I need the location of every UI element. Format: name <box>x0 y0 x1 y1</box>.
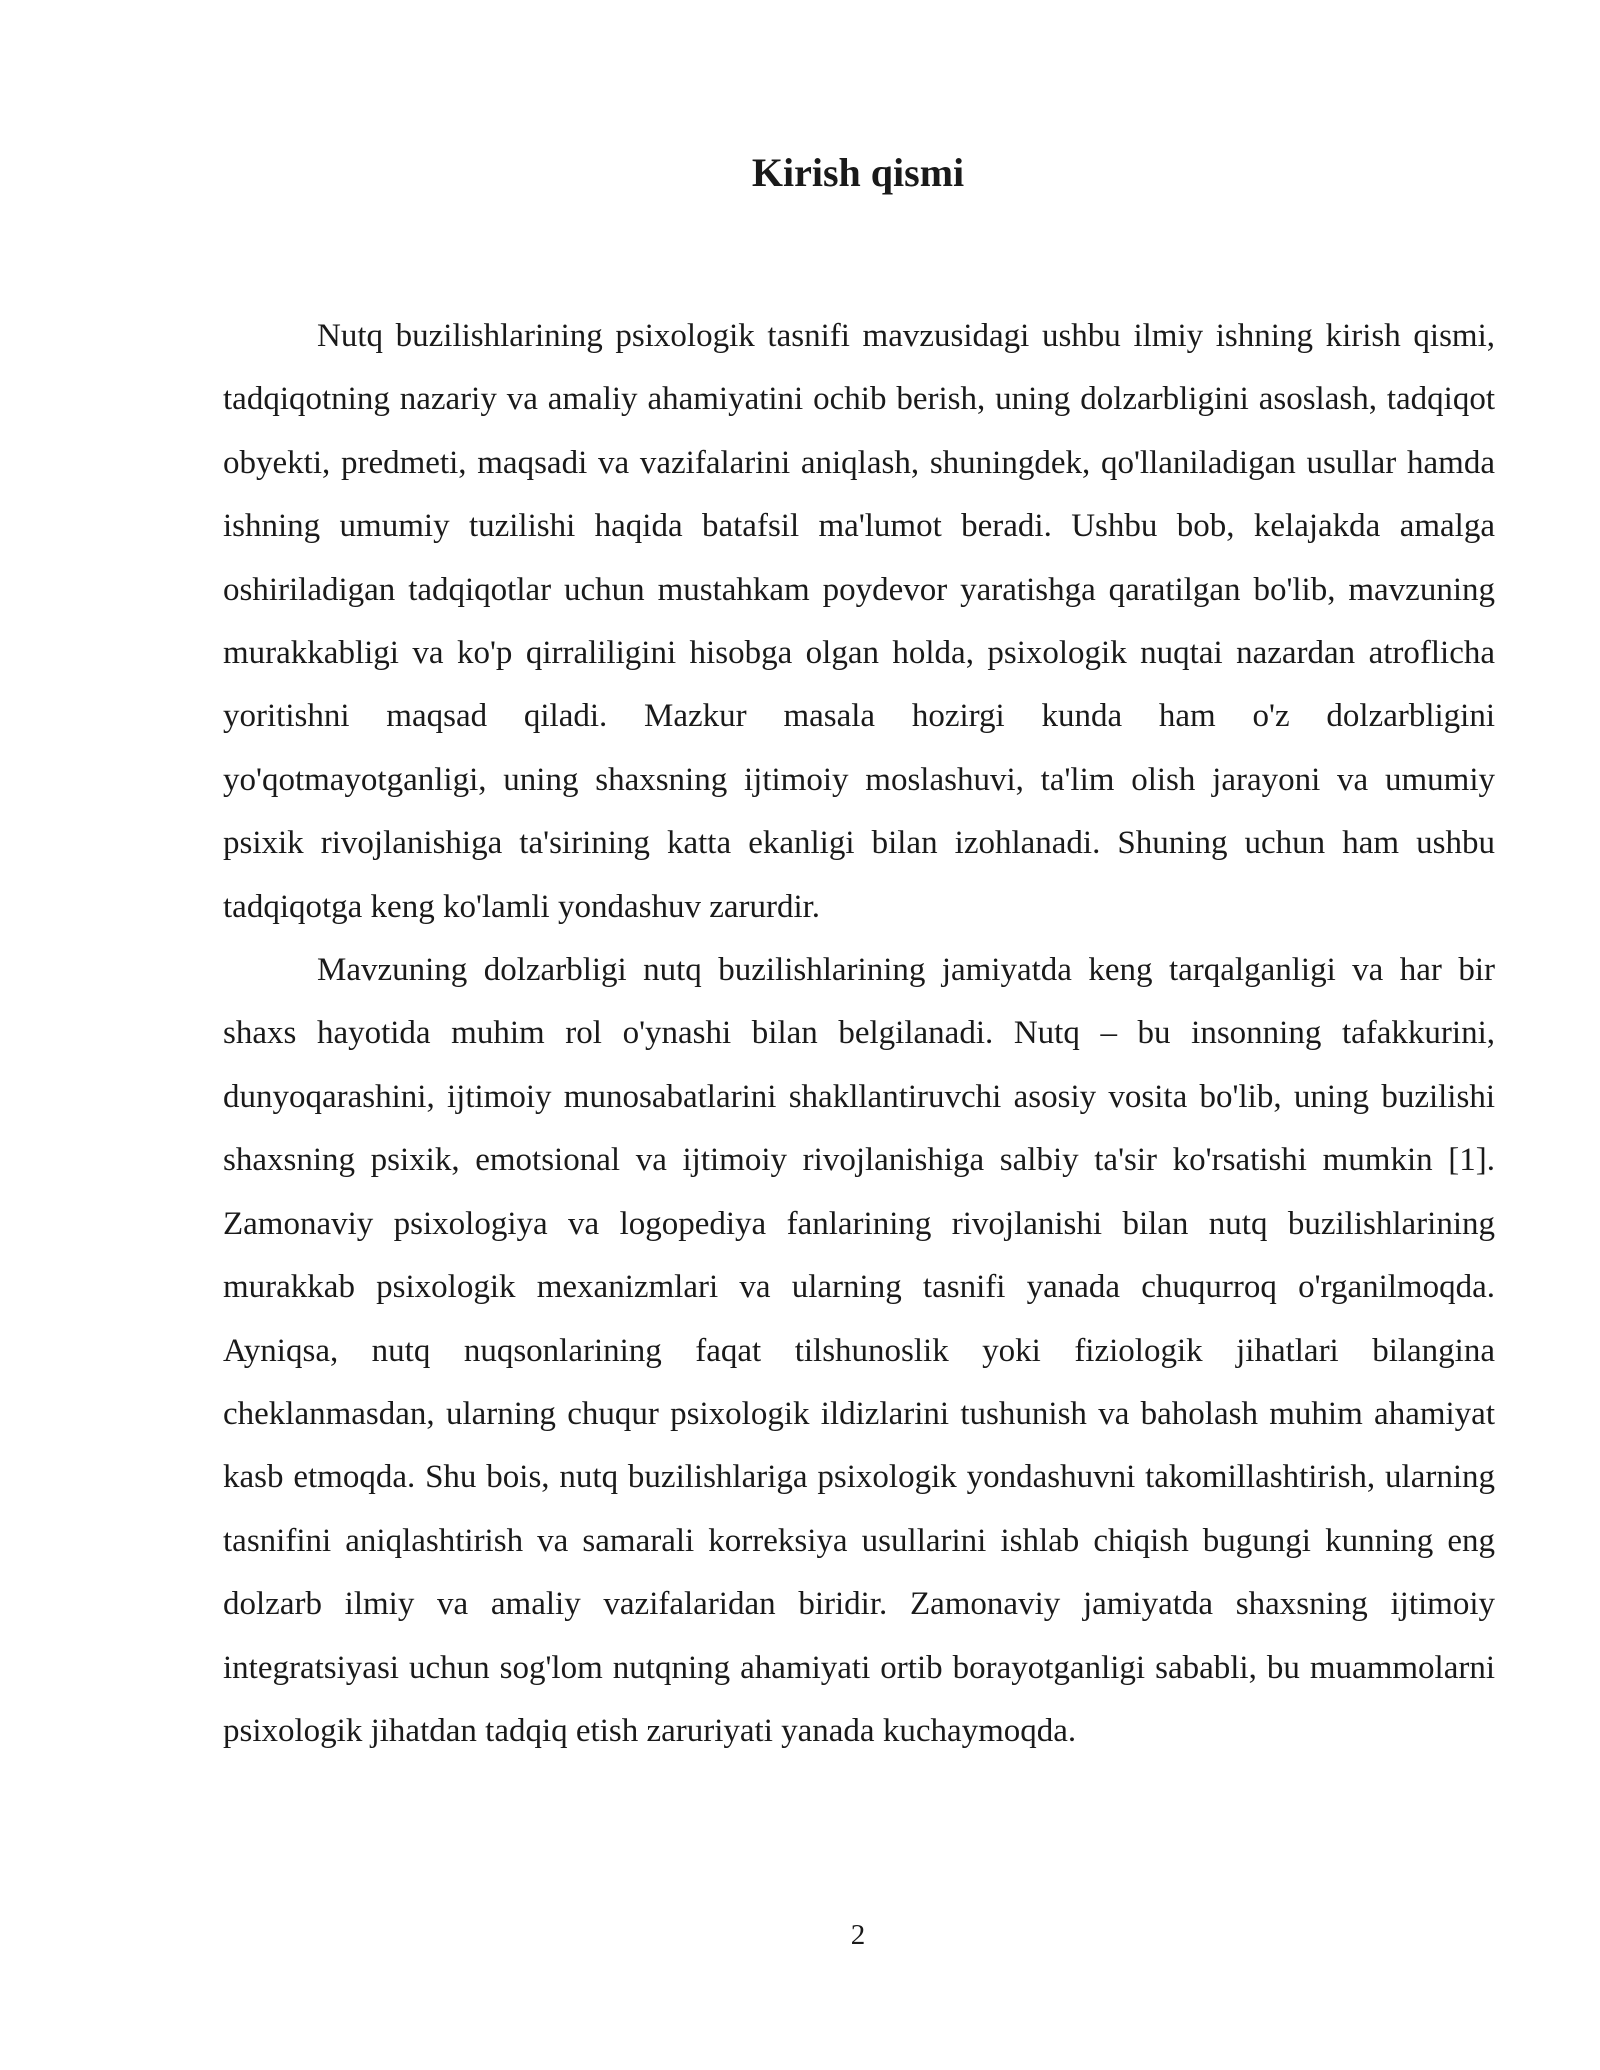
paragraph-relevance: Mavzuning dolzarbligi nutq buzilishlarining jamiyatda keng tarqalganligi va har bir shaxs hayotida muhim rol o'ynashi bilan belgilanadi. Nutq – bu insonning tafakkurini, dunyoqarashini, ijtimoiy munosabatlarini shakllantiruvchi asosiy vosita bo'lib, uning buzilishi shaxsning psixik, emotsional va ijtimoiy rivojlanishiga salbiy ta'sir ko'rsatishi mumkin [1]. Zamonaviy psixologiya va logopediya fanlarining rivojlanishi bilan nutq buzilishlarining murakkab psixologik mexanizmlari va ularning tasnifi yanada chuqurroq o'rganilmoqda. Ayniqsa, nutq nuqsonlarining faqat tilshunoslik yoki fiziologik jihatlari bilangina cheklanmasdan, ularning chuqur psixologik ildizlarini tushunish va baholash muhim ahamiyat kasb etmoqda. Shu bois, nutq buzilishlariga psixologik yondashuvni takomillashtirish, ularning tasnifini aniqlashtirish va samarali korreksiya usullarini ishlab chiqish bugungi kunning eng dolzarb ilmiy va amaliy vazifalaridan biridir. Zamonaviy jamiyatda shaxsning ijtimoiy integratsiyasi uchun sog'lom nutqning ahamiyati ortib borayotganligi sababli, bu muammolarni psixologik jihatdan tadqiq etish zaruriyati yanada kuchaymoqda. <box>223 952 1495 1749</box>
body-text <box>223 305 1495 1763</box>
paragraph-intro: Nutq buzilishlarining psixologik tasnifi mavzusidagi ushbu ilmiy ishning kirish qismi, tadqiqotning nazariy va amaliy ahamiyatini ochib berish, uning dolzarbligini asoslash, tadqiqot obyekti, predmeti, maqsadi va vazifalarini aniqlash, shuningdek, qo'llaniladigan usullar hamda ishning umumiy tuzilishi haqida batafsil ma'lumot beradi. Ushbu bob, kelajakda amalga oshiriladigan tadqiqotlar uchun mustahkam poydevor yaratishga qaratilgan bo'lib, mavzuning murakkabligi va ko'p qirraliligini hisobga olgan holda, psixologik nuqtai nazardan atroflicha yoritishni maqsad qiladi. Mazkur masala hozirgi kunda ham o'z dolzarbligini yo'qotmayotganligi, uning shaxsning ijtimoiy moslashuvi, ta'lim olish jarayoni va umumiy psixik rivojlanishiga ta'sirining katta ekanligi bilan izohlanadi. Shuning uchun ham ushbu tadqiqotga keng ko'lamli yondashuv zarurdir. <box>223 318 1495 925</box>
page-number: 2 <box>850 1919 866 1951</box>
section-title: Kirish qismi <box>751 150 965 195</box>
